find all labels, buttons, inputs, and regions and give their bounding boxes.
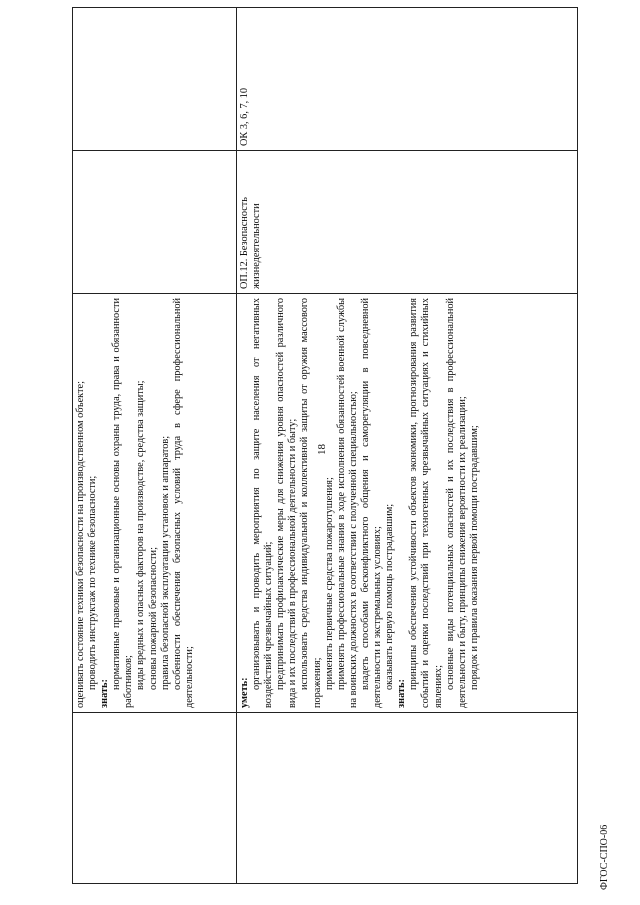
section-heading: знать:: [99, 679, 111, 708]
footer-code: ФГОС-СПО-06: [599, 824, 610, 890]
competences-cell: [73, 8, 237, 151]
text-line: организовывать и проводить мероприятия по защите населения от негативных воздействий чрезвычайных ситуаций;: [251, 298, 275, 708]
text-line: виды вредных и опасных факторов на производстве, средства защиты;: [135, 380, 147, 690]
text-line: правила безопасной эксплуатации установок и аппаратов;: [159, 435, 171, 690]
text-line: оценивать состояние техники безопасности на производственном объекте;: [75, 381, 86, 708]
competences-cell: ОК 3, 6, 7, 10: [237, 8, 578, 151]
text-line: использовать средства индивидуальной и коллективной защиты от оружия массового поражения;: [299, 298, 323, 708]
table-body: [72, 7, 578, 884]
text-line: применять первичные средства пожаротушения;: [323, 477, 335, 690]
table-row: [73, 8, 237, 884]
text-line: владеть способами бесконфликтного общения и саморегуляции в повседневной деятельности и экстремальных условиях;: [359, 298, 384, 708]
table-row: [237, 8, 578, 884]
text-line: основные виды потенциальных опасностей и их последствия в профессиональной деятельности и быту, принципы снижения вероятности их реализации;: [444, 298, 468, 708]
page-number: 18: [316, 444, 328, 455]
requirements-cell: [73, 294, 237, 713]
text-line: предпринимать профилактические меры для снижения уровня опасностей различного вида и их последствий в профессиональной деятельности и быту;: [275, 298, 299, 708]
section-heading: уметь:: [239, 677, 250, 708]
text-line: проводить инструктаж по технике безопасности;: [87, 475, 99, 690]
discipline-cell: ОП.12. Безопасность жизнедеятельности: [237, 151, 578, 294]
text-line: основы пожарной безопасности;: [147, 547, 159, 690]
text-line: особенности обеспечения безопасных условий труда в сфере профессиональной деятельности;: [171, 298, 195, 708]
text-line: применять профессиональные знания в ходе исполнения обязанностей военной службы на воинских должностях в соответствии с полученной специальностью;: [335, 298, 359, 708]
code-cell: [73, 713, 237, 884]
text-line: оказывать первую помощь пострадавшим;: [384, 503, 396, 690]
text-line: принципы обеспечения устойчивости объектов экономики, прогнозирования развития событий и оценки последствий при техногенных чрезвычайных ситуациях и стихийных явлениях;: [408, 298, 444, 708]
requirements-cell: [237, 294, 578, 713]
section-heading: знать:: [396, 679, 408, 708]
text-line: нормативные правовые и организационные основы охраны труда, права и обязанности работников;: [111, 298, 135, 708]
requirements-table: [72, 44, 577, 884]
code-cell: [237, 713, 578, 884]
discipline-cell: [73, 151, 237, 294]
text-line: порядок и правила оказания первой помощи пострадавшим;: [468, 425, 480, 690]
